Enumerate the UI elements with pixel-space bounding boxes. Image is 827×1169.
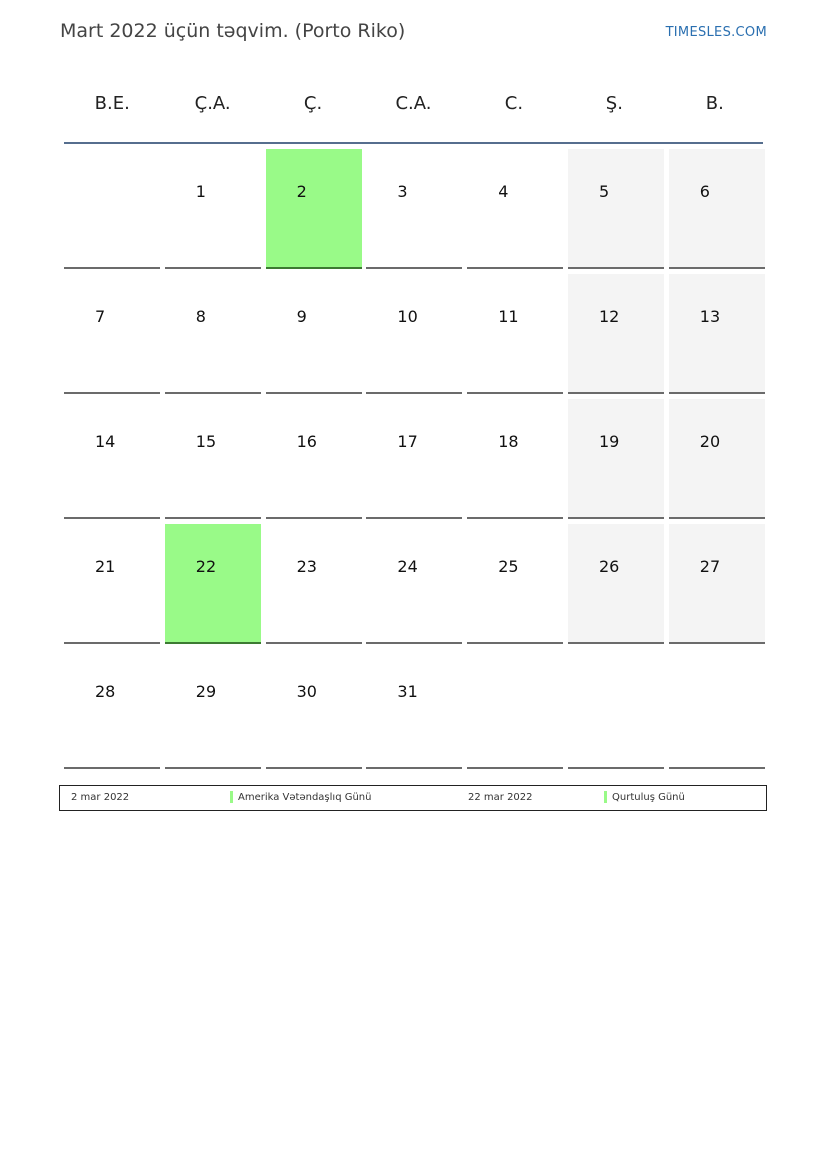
day-cell [366,149,462,269]
day-cell [669,149,765,269]
day-cell [568,149,664,269]
day-cell [568,524,664,644]
day-number: 28 [95,682,116,701]
day-cell [366,524,462,644]
day-number: 6 [699,182,710,201]
day-number: 29 [195,682,217,701]
day-cell [366,649,462,769]
page-title: Mart 2022 üçün təqvim. (Porto Riko) [60,20,406,42]
day-number: 30 [296,682,317,701]
day-cell [669,524,765,644]
weekday-label: Ş. [605,93,623,114]
legend-holiday-name: Qurtuluş Günü [612,792,685,803]
weekday-label: Ç.A. [194,93,231,114]
day-number: 11 [498,307,519,326]
day-number: 31 [397,682,418,701]
day-number: 8 [195,307,206,326]
empty-day-cell [568,649,664,769]
empty-day-cell [64,149,160,269]
day-cell [366,274,462,394]
calendar-grid [64,149,765,769]
day-cell [165,149,261,269]
day-number: 17 [397,432,418,451]
day-cell [467,274,563,394]
weekday-header [62,80,765,128]
day-cell [467,524,563,644]
day-number: 25 [498,557,519,576]
day-number: 21 [95,557,116,576]
day-number: 23 [296,557,317,576]
day-number: 7 [95,307,106,326]
day-number: 26 [598,557,620,576]
day-cell [64,274,160,394]
header-divider [64,142,763,144]
day-number: 14 [95,432,116,451]
day-number: 16 [296,432,317,451]
day-cell [266,149,362,269]
day-cell [568,399,664,519]
weekday-label: C. [504,93,524,114]
day-cell [64,649,160,769]
day-number: 3 [397,182,408,201]
day-cell [165,524,261,644]
day-cell [64,399,160,519]
day-cell [165,274,261,394]
weekday-label: Ç. [303,93,323,114]
day-cell [64,524,160,644]
day-number: 13 [699,307,721,326]
day-cell [266,649,362,769]
day-number: 4 [498,182,509,201]
day-number: 18 [498,432,519,451]
day-number: 24 [397,557,418,576]
day-number: 19 [598,432,620,451]
day-cell [467,399,563,519]
weekday-label: B.E. [94,93,130,114]
day-cell [266,524,362,644]
day-number: 22 [195,557,217,576]
day-cell [467,149,563,269]
brand-link[interactable]: TIMESLES.COM [665,25,767,40]
day-number: 1 [195,182,206,201]
day-number: 2 [296,182,307,201]
empty-day-cell [467,649,563,769]
holiday-legend [59,785,767,811]
day-cell [669,399,765,519]
day-cell [165,399,261,519]
day-number: 15 [195,432,217,451]
day-cell [266,399,362,519]
day-cell [165,649,261,769]
day-number: 5 [598,182,610,201]
day-cell [366,399,462,519]
legend-holiday-name: Amerika Vətəndaşlıq Günü [238,792,372,803]
empty-day-cell [669,649,765,769]
weekday-label: B. [705,93,724,114]
day-number: 9 [296,307,307,326]
day-cell [568,274,664,394]
legend-date: 2 mar 2022 [71,792,130,803]
day-number: 20 [699,432,721,451]
legend-color-mark [230,791,233,803]
day-cell [266,274,362,394]
day-number: 10 [397,307,418,326]
legend-date: 22 mar 2022 [468,792,533,803]
legend-color-mark [604,791,607,803]
day-number: 12 [598,307,620,326]
day-number: 27 [699,557,721,576]
weekday-label: C.A. [395,93,432,114]
day-cell [669,274,765,394]
